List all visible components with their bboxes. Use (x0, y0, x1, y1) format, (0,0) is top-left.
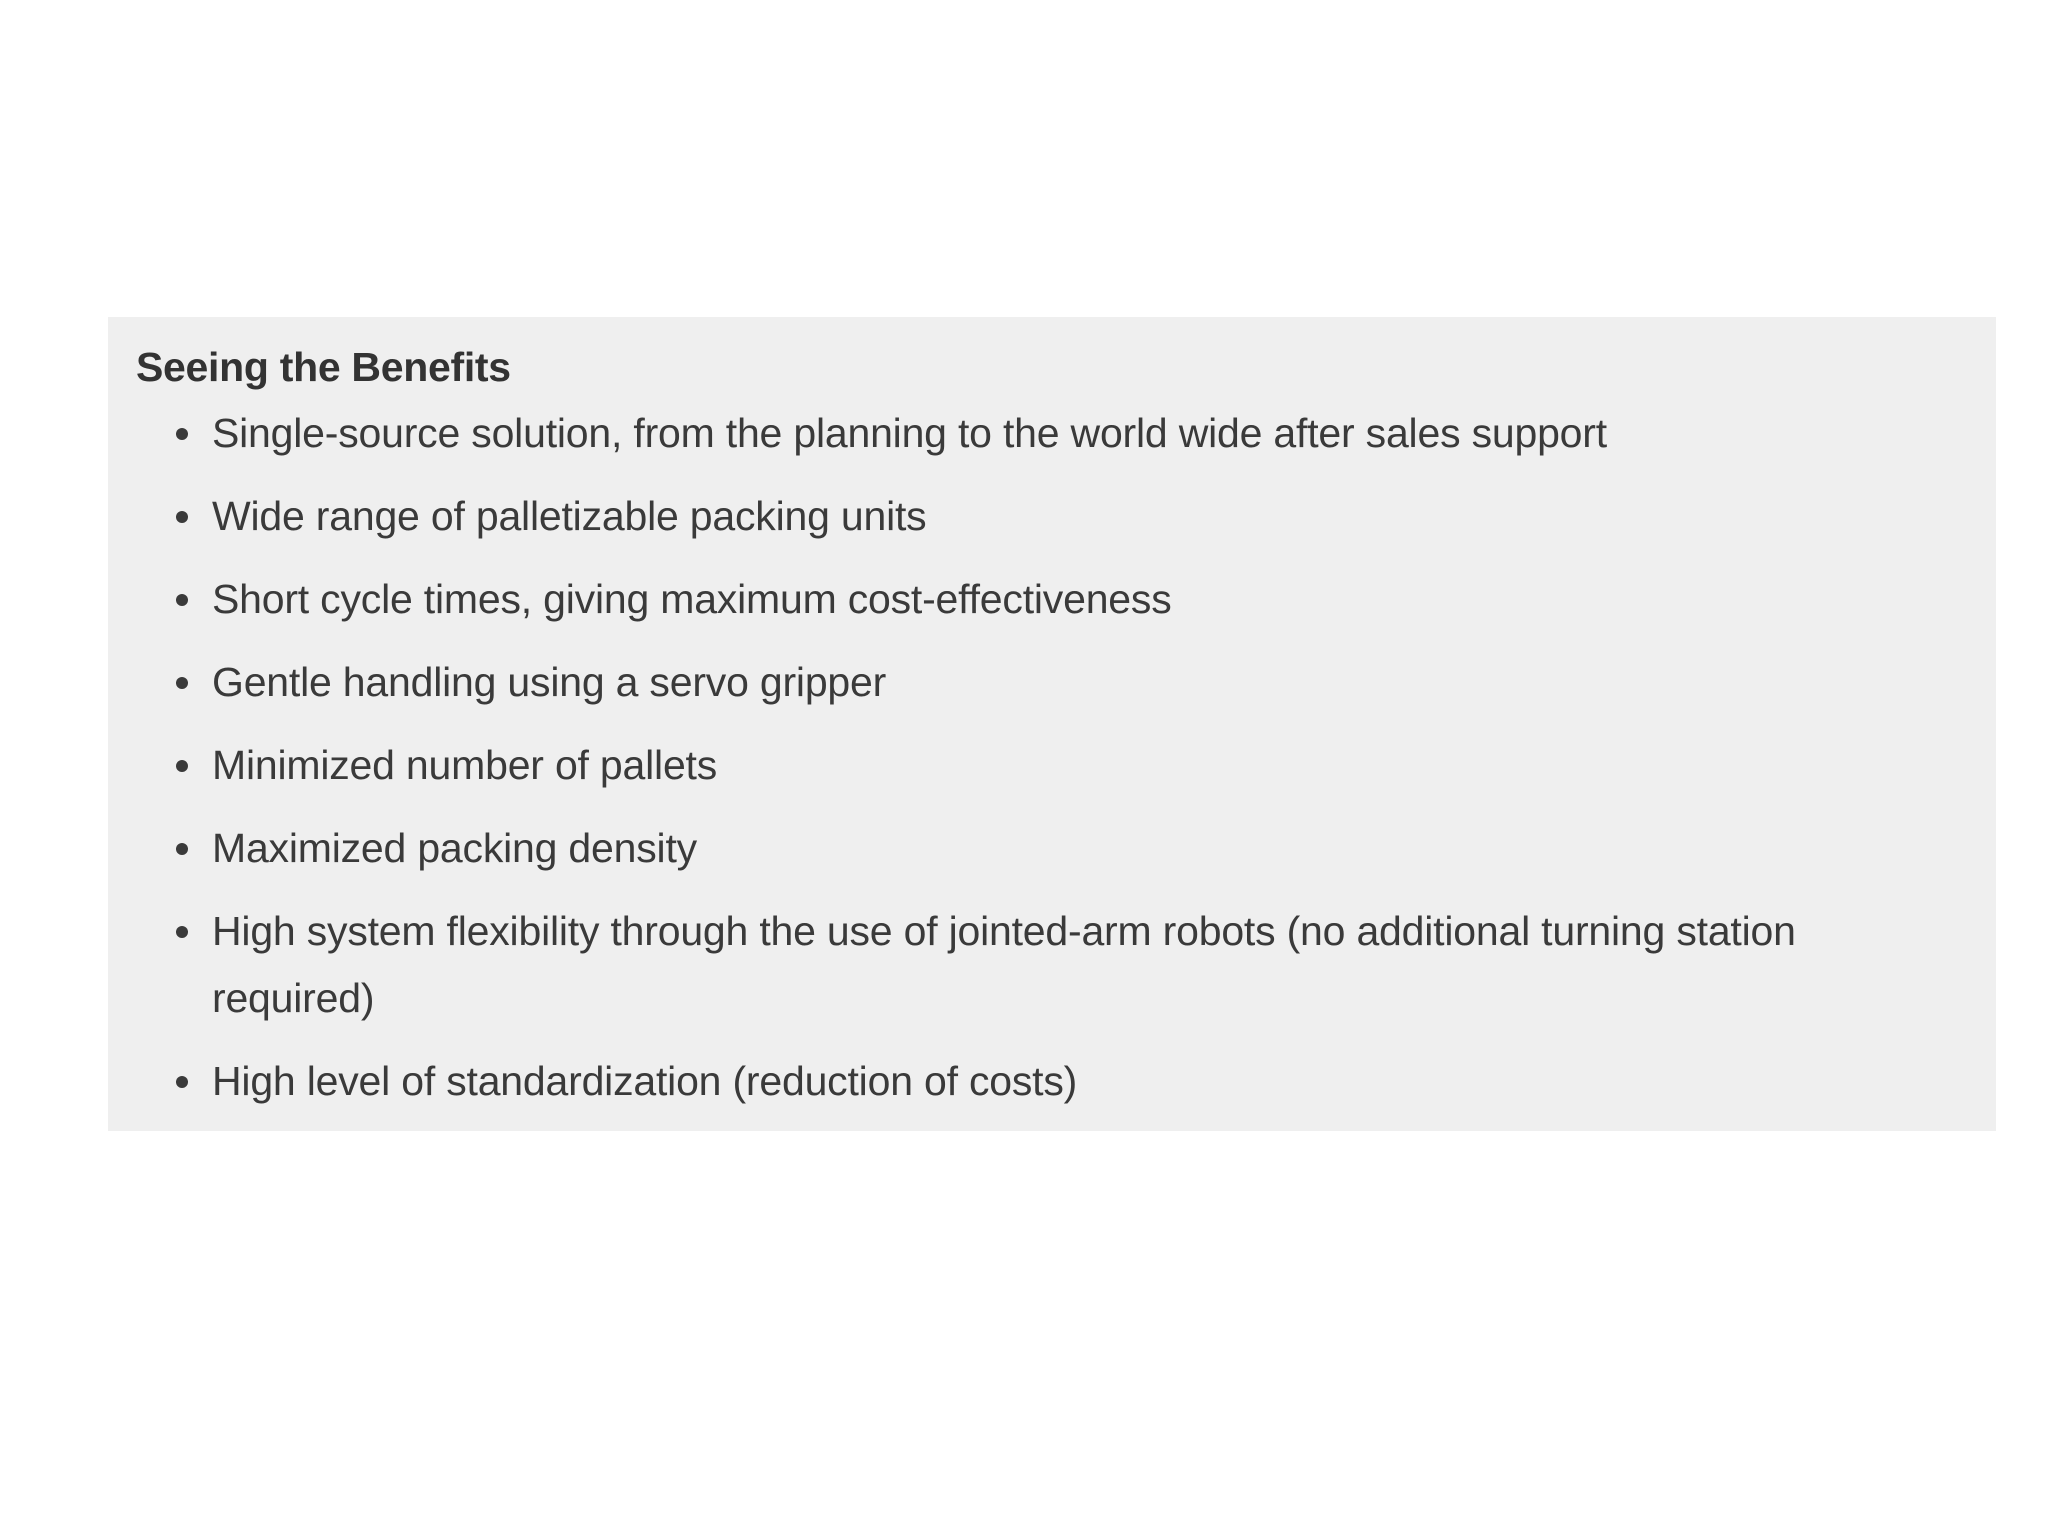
list-item (136, 483, 1968, 550)
list-item-text: High system flexibility through the use of jointed-arm robots (no additional turning station required) (212, 908, 1796, 1022)
benefits-panel (108, 317, 1996, 1131)
bullet-icon (176, 677, 188, 689)
bullet-icon (176, 511, 188, 523)
bullet-icon (176, 1076, 188, 1088)
list-item-text: Single-source solution, from the planning to the world wide after sales support (212, 410, 1607, 457)
benefits-list (136, 400, 1968, 1115)
list-item-text: Gentle handling using a servo gripper (212, 659, 887, 706)
list-item-text: Short cycle times, giving maximum cost-effectiveness (212, 576, 1172, 623)
list-item-text: Wide range of palletizable packing units (212, 493, 927, 540)
list-item-text: Maximized packing density (212, 825, 697, 872)
list-item (136, 566, 1968, 633)
section-title: Seeing the Benefits (136, 344, 511, 390)
bullet-icon (176, 843, 188, 855)
bullet-icon (176, 594, 188, 606)
list-item (136, 815, 1968, 882)
list-item (136, 649, 1968, 716)
list-item (136, 732, 1968, 799)
list-item (136, 1048, 1968, 1115)
bullet-icon (176, 760, 188, 772)
list-item-text: High level of standardization (reduction of costs) (212, 1058, 1078, 1105)
bullet-icon (176, 428, 188, 440)
list-item (136, 400, 1968, 467)
bullet-icon (176, 926, 188, 938)
list-item-text: Minimized number of pallets (212, 742, 718, 789)
list-item (136, 898, 1968, 1032)
